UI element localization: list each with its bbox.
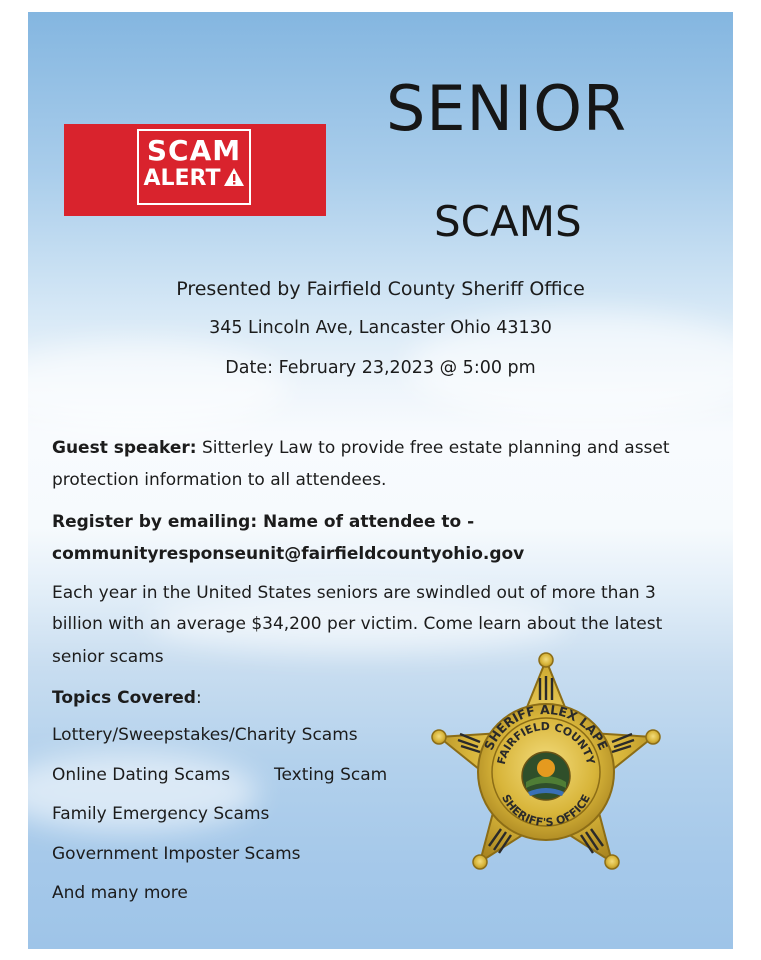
event-date: Date: February 23,2023 @ 5:00 pm xyxy=(225,358,536,378)
stats-line2: billion with an average $34,200 per victim. Come learn about the latest xyxy=(52,614,663,634)
register-email: communityresponseunit@fairfieldcountyohio.gov xyxy=(52,544,525,564)
register-instructions: Register by emailing: Name of attendee to - xyxy=(52,512,475,532)
badge-bottom-textpath: SHERIFF'S OFFICE xyxy=(499,792,593,830)
stats-line3: senior scams xyxy=(52,647,164,667)
topics-label: Topics Covered xyxy=(52,688,196,708)
title-senior: SENIOR xyxy=(386,72,628,145)
flyer-sheet xyxy=(28,12,733,949)
guest-speaker-label: Guest speaker: xyxy=(52,438,197,458)
stats-line1: Each year in the United States seniors are swindled out of more than 3 xyxy=(52,583,656,603)
guest-speaker-text: Sitterley Law to provide free estate planning and asset xyxy=(196,438,670,458)
sheriff-star-badge-icon xyxy=(426,652,666,892)
scam-alert-line2: ALERT xyxy=(143,166,221,191)
topic-item: Texting Scam xyxy=(274,765,388,785)
topic-item: Online Dating Scams xyxy=(52,765,231,785)
cloud-decoration xyxy=(28,342,288,432)
topic-item: Lottery/Sweepstakes/Charity Scams xyxy=(52,725,358,745)
guest-speaker-line2: protection information to all attendees. xyxy=(52,470,387,490)
scam-alert-banner xyxy=(64,124,326,216)
guest-speaker-line1 xyxy=(52,432,670,465)
topics-heading xyxy=(52,682,202,715)
topic-item: Government Imposter Scams xyxy=(52,844,301,864)
event-address: 345 Lincoln Ave, Lancaster Ohio 43130 xyxy=(209,318,552,338)
badge-county-textpath: FAIRFIELD COUNTY xyxy=(494,719,598,766)
scam-alert-badge xyxy=(137,129,251,205)
presented-by: Presented by Fairfield County Sheriff Office xyxy=(176,278,585,300)
scam-alert-line1: SCAM xyxy=(146,134,242,167)
title-scams: SCAMS xyxy=(434,197,582,246)
badge-top-textpath: SHERIFF ALEX LAPE xyxy=(480,701,612,753)
seal-sun xyxy=(537,759,555,777)
topic-item: Family Emergency Scams xyxy=(52,804,270,824)
topic-item: And many more xyxy=(52,883,188,903)
warning-triangle-icon xyxy=(223,167,245,187)
topics-colon: : xyxy=(195,688,202,708)
